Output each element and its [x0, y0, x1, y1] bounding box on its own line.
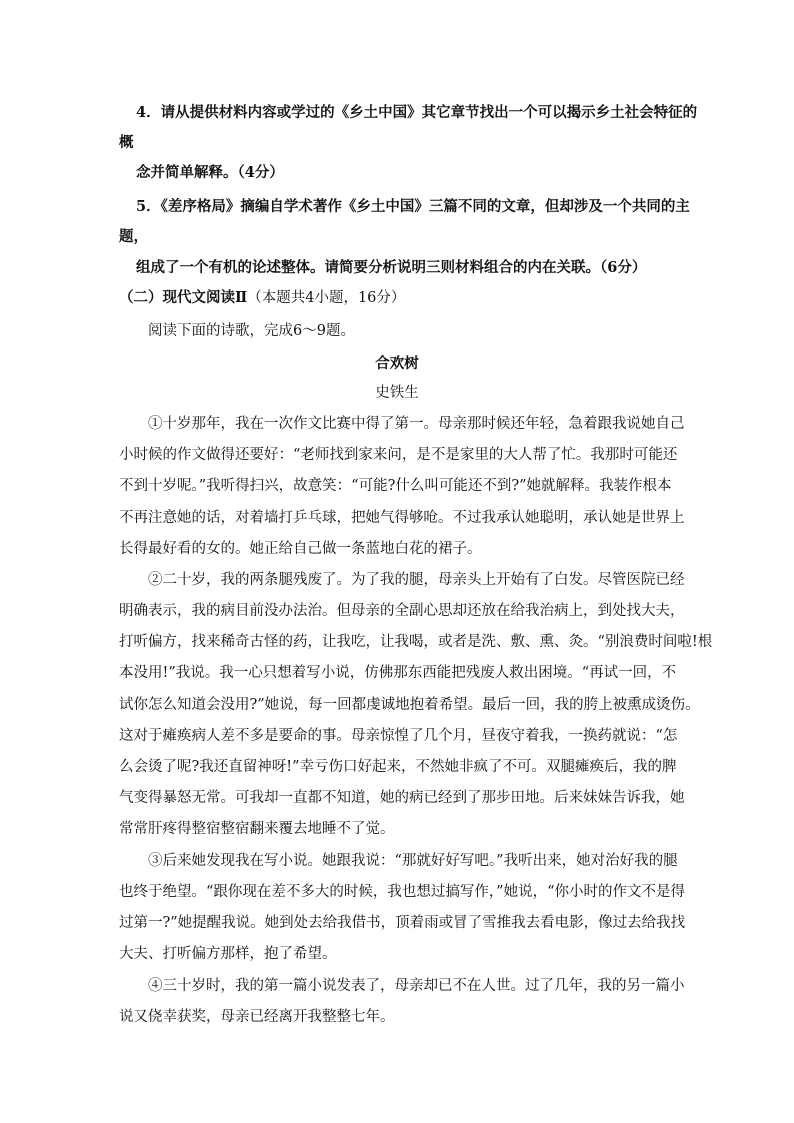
article-line: 这对于瘫痪病人差不多是要命的事。母亲惊惶了几个月，昼夜守着我，一换药就说：“怎	[119, 728, 678, 744]
question-4-line-3: 念并简单解释。（4分）	[136, 164, 284, 181]
article-line: 也终于绝望。“跟你现在差不多大的时候，我也想过搞写作，”她说，“你小时的作文不是得	[119, 884, 685, 900]
article-line: 长得最好看的女的。她正给自己做一条蓝地白花的裙子。	[119, 541, 482, 557]
question-4-line-2: 概	[119, 134, 134, 151]
article-line: 气变得暴怒无常。可我却一直都不知道，她的病已经到了那步田地。后来妹妹告诉我，她	[119, 790, 685, 806]
article-line: 不到十岁呢。”我听得扫兴，故意笑：“可能?什么叫可能还不到?”她就解释。我装作根本	[119, 478, 672, 494]
article-line: 小时候的作文做得还要好：“老师找到家来问，是不是家里的大人帮了忙。我那时可能还	[119, 447, 678, 463]
article-line: 过第一?”她提醒我说。她到处去给我借书，顶着雨或冒了雪推我去看电影，像过去给我找	[119, 915, 686, 931]
article-line: 不再注意她的话，对着墙打乒乓球，把她气得够呛。不过我承认她聪明，承认她是世界上	[119, 510, 685, 526]
article-line: 明确表示，我的病目前没办法治。但母亲的全副心思却还放在给我治病上，到处找大夫，	[119, 603, 685, 619]
question-5-line-1: 5．《差序格局》摘编自学术著作《乡土中国》三篇不同的文章，但却涉及一个共同的主	[136, 198, 690, 215]
article-line: 试你怎么知道会没用?”她说，每一回都虔诚地抱着希望。最后一回，我的胯上被熏成烫伤。	[119, 697, 700, 713]
question-5-line-2: 题，	[119, 228, 148, 245]
article-line: 常常肝疼得整宿整宿翻来覆去地睡不了觉。	[119, 821, 395, 837]
question-4-line-1: 4．请从提供材料内容或学过的《乡土中国》其它章节找出一个可以揭示乡土社会特征的	[136, 104, 698, 121]
article-line: 本没用!”我说。我一心只想着写小说，仿佛那东西能把残废人救出困境。“再试一回，不	[119, 665, 677, 681]
article-line: ③后来她发现我在写小说。她跟我说：“那就好好写吧。”我听出来，她对治好我的腿	[148, 853, 678, 869]
section-instruction: 阅读下面的诗歌，完成6～9题。	[148, 323, 355, 339]
article-author: 史铁生	[375, 385, 419, 401]
article-line: 么会烫了呢?我还直留神呀!”幸亏伤口好起来，不然她非疯了不可。双腿瘫痪后，我的脾	[119, 759, 677, 775]
question-5-line-3: 组成了一个有机的论述整体。请简要分析说明三则材料组合的内在关联。（6分）	[136, 259, 647, 276]
article-line: 打听偏方，找来稀奇古怪的药，让我吃，让我喝，或者是洗、敷、熏、灸。“别浪费时间啦!根	[119, 634, 713, 650]
article-line: 大夫、打听偏方那样，抱了希望。	[119, 946, 337, 962]
article-line: ①十岁那年，我在一次作文比赛中得了第一。母亲那时候还年轻，急着跟我说她自己	[148, 416, 685, 432]
article-title: 合欢树	[375, 355, 419, 372]
section-heading-title: （二）现代文阅读Ⅱ	[119, 289, 248, 306]
section-heading-note: （本题共4小题，16分）	[247, 290, 406, 306]
article-line: ④三十岁时，我的第一篇小说发表了，母亲却已不在人世。过了几年，我的另一篇小	[148, 978, 685, 994]
section-heading	[119, 288, 405, 308]
article-line: ②二十岁，我的两条腿残废了。为了我的腿，母亲头上开始有了白发。尽管医院已经	[148, 572, 685, 588]
article-line: 说又侥幸获奖，母亲已经离开我整整七年。	[119, 1009, 395, 1025]
